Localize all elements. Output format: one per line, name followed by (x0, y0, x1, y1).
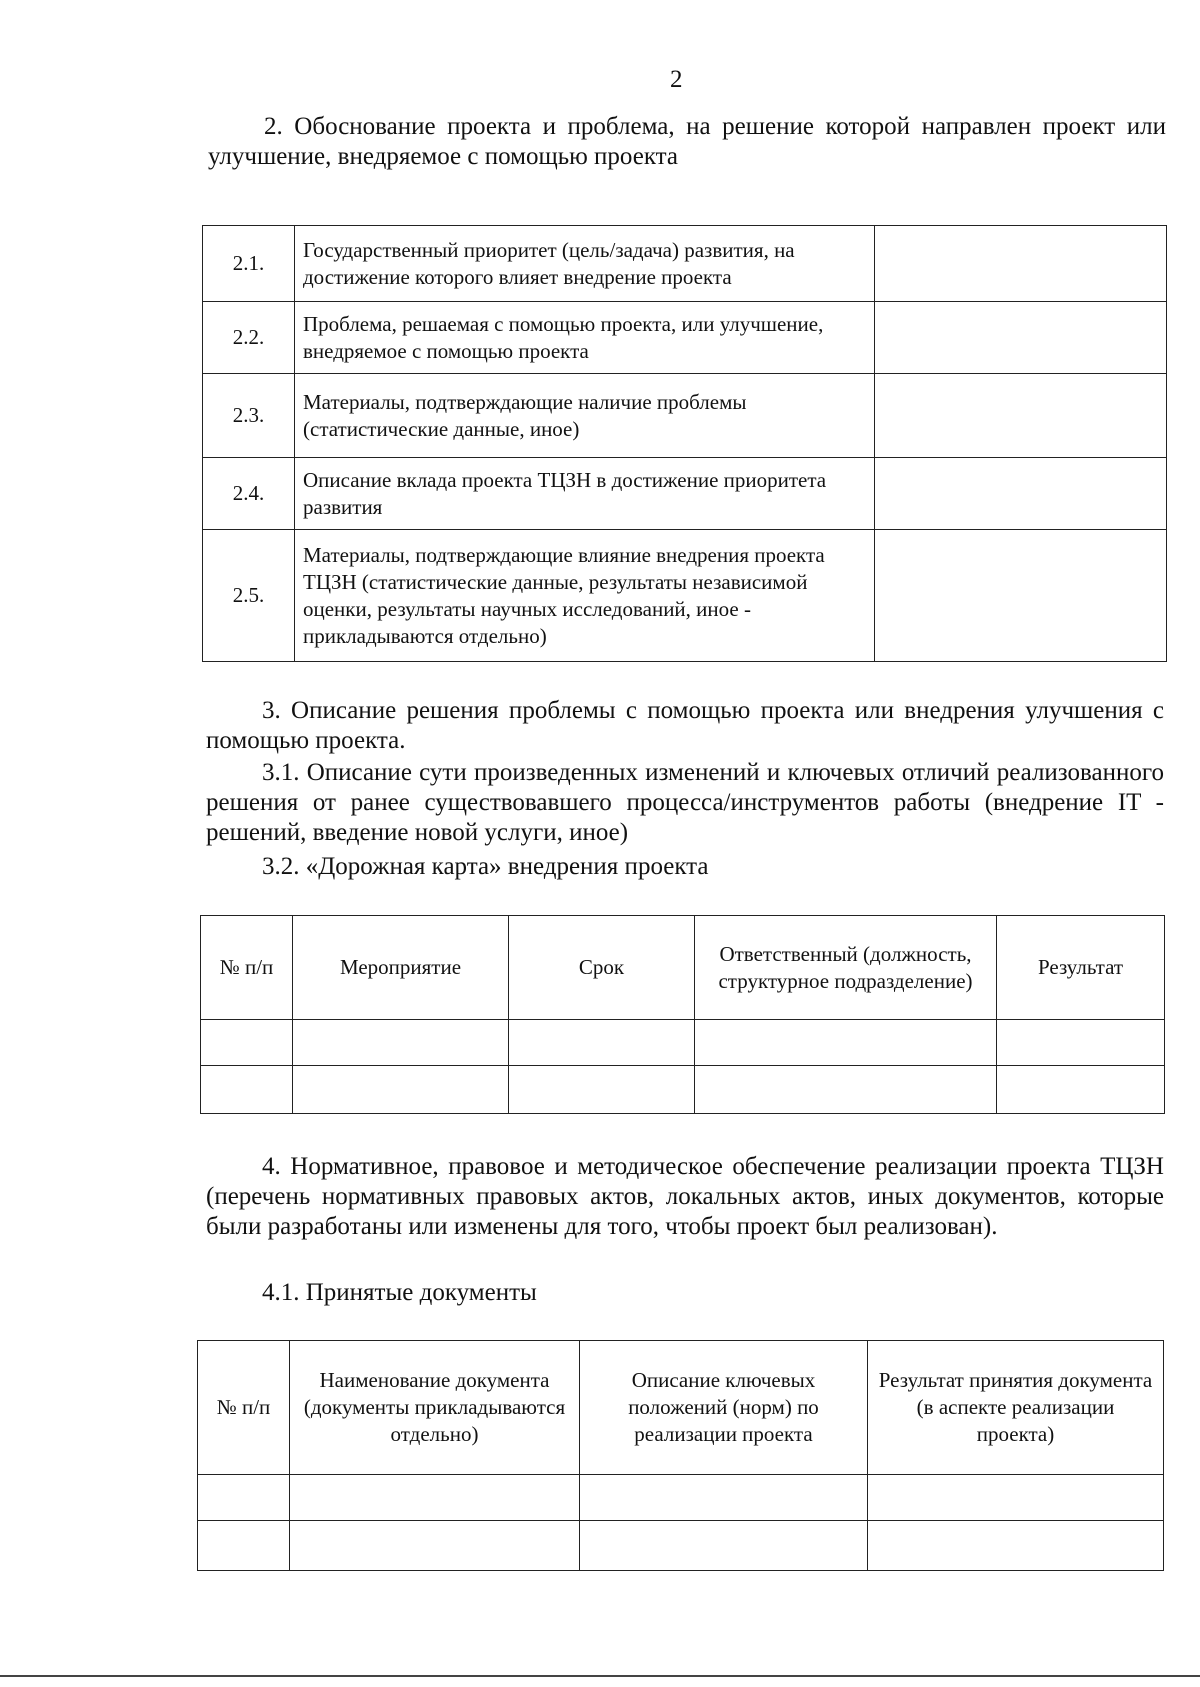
row-value-field[interactable] (875, 374, 1167, 458)
table-row (201, 1066, 1165, 1114)
table-header-row (201, 916, 1165, 1020)
row-label: Материалы, подтверждающие наличие проблемы (статистические данные, иное) (295, 374, 875, 458)
table-cell[interactable] (580, 1521, 868, 1571)
table-cell[interactable] (509, 1020, 695, 1066)
table-cell[interactable] (997, 1020, 1165, 1066)
table-cell[interactable] (201, 1020, 293, 1066)
table-cell[interactable] (695, 1066, 997, 1114)
documents-table (197, 1340, 1164, 1571)
table-cell[interactable] (997, 1066, 1165, 1114)
row-value-field[interactable] (875, 302, 1167, 374)
column-header-result: Результат (997, 916, 1165, 1020)
row-label: Государственный приоритет (цель/задача) развития, на достижение которого влияет внедрение проекта (295, 226, 875, 302)
row-label: Описание вклада проекта ТЦЗН в достижение приоритета развития (295, 458, 875, 530)
table-cell[interactable] (201, 1066, 293, 1114)
column-header-key-provisions: Описание ключевых положений (норм) по реализации проекта (580, 1341, 868, 1475)
table-cell[interactable] (509, 1066, 695, 1114)
row-number: 2.3. (203, 374, 295, 458)
column-header-number: № п/п (198, 1341, 290, 1475)
row-number: 2.4. (203, 458, 295, 530)
column-header-document-name: Наименование документа (документы прикладываются отдельно) (290, 1341, 580, 1475)
column-header-activity: Мероприятие (293, 916, 509, 1020)
row-label: Материалы, подтверждающие влияние внедрения проекта ТЦЗН (статистические данные, результаты независимой оценки, результаты научных исследований, иное - прикладываются отдельно) (295, 530, 875, 662)
table-row (203, 374, 1167, 458)
table-row (198, 1475, 1164, 1521)
section-4-1-title: 4.1. Принятые документы (262, 1279, 537, 1306)
row-value-field[interactable] (875, 530, 1167, 662)
section-3-1-text: 3.1. Описание сути произведенных изменений и ключевых отличий реализованного решения от ранее существовавшего процесса/инструментов работы (внедрение IT - решений, введение новой услуги, иное) (206, 759, 1164, 846)
page-number: 2 (670, 66, 683, 93)
table-row (203, 226, 1167, 302)
table-cell[interactable] (198, 1521, 290, 1571)
roadmap-table (200, 915, 1165, 1114)
row-number: 2.1. (203, 226, 295, 302)
table-cell[interactable] (293, 1066, 509, 1114)
table-header-row (198, 1341, 1164, 1475)
column-header-responsible: Ответственный (должность, структурное подразделение) (695, 916, 997, 1020)
row-number: 2.2. (203, 302, 295, 374)
table-cell[interactable] (290, 1475, 580, 1521)
table-cell[interactable] (580, 1475, 868, 1521)
section-4-heading: 4. Нормативное, правовое и методическое обеспечение реализации проекта ТЦЗН (перечень нормативных правовых актов, локальных актов, иных документов, которые были разработаны или изменены для того, чтобы проект был реализован). (206, 1153, 1164, 1240)
table-row (203, 302, 1167, 374)
table-cell[interactable] (695, 1020, 997, 1066)
section-2-heading: 2. Обоснование проекта и проблема, на решение которой направлен проект или улучшение, внедряемое с помощью проекта (208, 113, 1166, 170)
column-header-deadline: Срок (509, 916, 695, 1020)
row-label: Проблема, решаемая с помощью проекта, или улучшение, внедряемое с помощью проекта (295, 302, 875, 374)
table-row (198, 1521, 1164, 1571)
table-row (203, 458, 1167, 530)
table-cell[interactable] (198, 1475, 290, 1521)
table-cell[interactable] (293, 1020, 509, 1066)
column-header-adoption-result: Результат принятия документа (в аспекте реализации проекта) (868, 1341, 1164, 1475)
table-row (203, 530, 1167, 662)
section-3-2-title: 3.2. «Дорожная карта» внедрения проекта (262, 853, 709, 880)
section-2-table (202, 225, 1167, 662)
section-3-heading: 3. Описание решения проблемы с помощью проекта или внедрения улучшения с помощью проекта. (206, 697, 1164, 754)
table-cell[interactable] (868, 1521, 1164, 1571)
table-row (201, 1020, 1165, 1066)
row-value-field[interactable] (875, 458, 1167, 530)
table-cell[interactable] (290, 1521, 580, 1571)
page-edge-divider (0, 1675, 1200, 1677)
row-number: 2.5. (203, 530, 295, 662)
table-cell[interactable] (868, 1475, 1164, 1521)
row-value-field[interactable] (875, 226, 1167, 302)
column-header-number: № п/п (201, 916, 293, 1020)
